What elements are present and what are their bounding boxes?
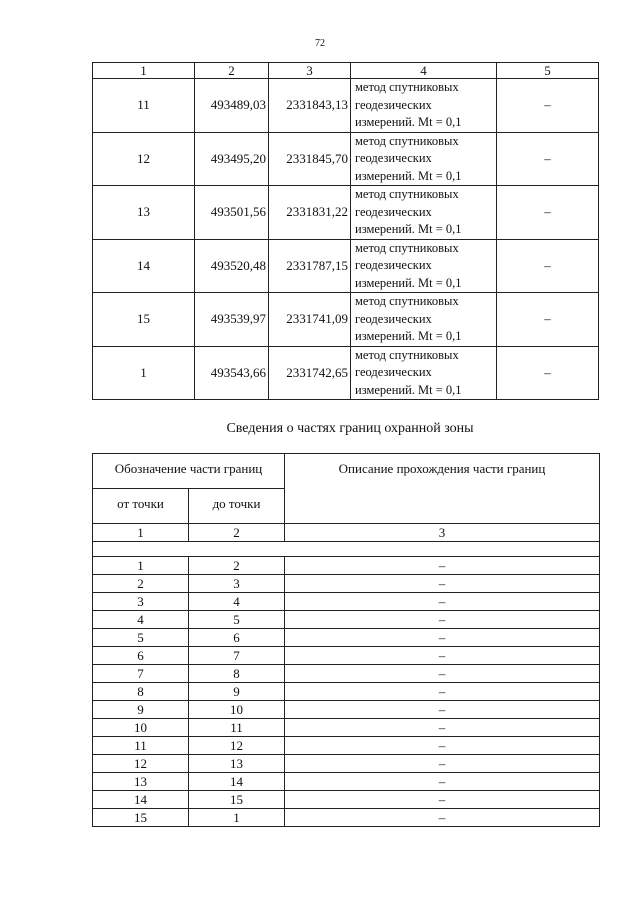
to-point: 5 — [189, 611, 285, 629]
boundary-part-designation-header: Обозначение части границ — [93, 454, 285, 489]
boundary-part-row — [93, 809, 600, 827]
from-point: 1 — [93, 557, 189, 575]
column-number-2: 2 — [195, 63, 269, 79]
boundary-part-row — [93, 773, 600, 791]
coordinate-row — [93, 132, 599, 186]
measurement-method-line: геодезических — [355, 97, 432, 112]
part-description: – — [285, 755, 600, 773]
to-point: 3 — [189, 575, 285, 593]
column-number-2: 2 — [189, 524, 285, 542]
boundary-parts-table — [92, 453, 600, 827]
boundary-part-row — [93, 719, 600, 737]
measurement-method — [351, 79, 497, 133]
measurement-method-line: метод спутниковых — [355, 347, 459, 362]
to-point: 1 — [189, 809, 285, 827]
measurement-method-line: геодезических — [355, 365, 432, 379]
boundary-part-row — [93, 611, 600, 629]
from-point: 11 — [93, 737, 189, 755]
from-point: 15 — [93, 809, 189, 827]
part-description: – — [285, 809, 600, 827]
coordinate-row — [93, 346, 599, 400]
y-coordinate: 2331831,22 — [269, 186, 351, 240]
y-coordinate: 2331843,13 — [269, 79, 351, 133]
coordinate-row — [93, 79, 599, 133]
point-number: 12 — [93, 132, 195, 186]
from-point-header: от точки — [93, 489, 189, 524]
measurement-method-line: измерений. Mt = 0,1 — [355, 382, 462, 397]
part-description: – — [285, 701, 600, 719]
y-coordinate: 2331845,70 — [269, 132, 351, 186]
x-coordinate: 493495,20 — [195, 132, 269, 186]
to-point: 6 — [189, 629, 285, 647]
to-point: 14 — [189, 773, 285, 791]
x-coordinate: 493543,66 — [195, 346, 269, 400]
part-description: – — [285, 575, 600, 593]
from-point: 6 — [93, 647, 189, 665]
from-point: 10 — [93, 719, 189, 737]
coordinates-table — [92, 62, 599, 400]
parts-header-row-1 — [93, 454, 600, 489]
boundary-part-row — [93, 575, 600, 593]
measurement-method-line: геодезических — [355, 311, 432, 326]
section-title: Сведения о частях границ охранной зоны — [226, 421, 474, 436]
column-number-5: 5 — [497, 63, 599, 79]
column-number-3: 3 — [269, 63, 351, 79]
point-number: 1 — [93, 346, 195, 400]
coordinates-header-row — [93, 63, 599, 79]
measurement-method-line: метод спутниковых — [355, 240, 459, 255]
boundary-part-row — [93, 737, 600, 755]
boundary-part-row — [93, 647, 600, 665]
measurement-method-line: измерений. Mt = 0,1 — [355, 275, 462, 290]
part-description: – — [285, 791, 600, 809]
to-point: 9 — [189, 683, 285, 701]
x-coordinate: 493501,56 — [195, 186, 269, 240]
measurement-method-line: метод спутниковых — [355, 187, 459, 201]
from-point: 2 — [93, 575, 189, 593]
x-coordinate: 493489,03 — [195, 79, 269, 133]
column-number-4: 4 — [351, 63, 497, 79]
to-point: 2 — [189, 557, 285, 575]
y-coordinate: 2331742,65 — [269, 346, 351, 400]
page-number: 72 — [315, 38, 325, 49]
point-number: 14 — [93, 239, 195, 293]
boundary-part-description-header: Описание прохождения части границ — [285, 454, 600, 524]
x-coordinate: 493539,97 — [195, 293, 269, 347]
boundary-part-row — [93, 557, 600, 575]
measurement-method-line: измерений. Mt = 0,1 — [355, 222, 462, 236]
measurement-method-line: метод спутниковых — [355, 80, 459, 94]
note: – — [497, 186, 599, 240]
from-point: 9 — [93, 701, 189, 719]
measurement-method-line: геодезических — [355, 258, 432, 272]
boundary-part-row — [93, 755, 600, 773]
to-point: 7 — [189, 647, 285, 665]
note: – — [497, 132, 599, 186]
boundary-part-row — [93, 629, 600, 647]
note: – — [497, 293, 599, 347]
part-description: – — [285, 719, 600, 737]
from-point: 14 — [93, 791, 189, 809]
measurement-method — [351, 293, 497, 347]
part-description: – — [285, 647, 600, 665]
to-point: 4 — [189, 593, 285, 611]
point-number: 11 — [93, 79, 195, 133]
coordinate-row — [93, 186, 599, 240]
from-point: 5 — [93, 629, 189, 647]
to-point: 8 — [189, 665, 285, 683]
measurement-method-line: геодезических — [355, 151, 432, 165]
from-point: 4 — [93, 611, 189, 629]
point-number: 13 — [93, 186, 195, 240]
boundary-part-row — [93, 593, 600, 611]
part-description: – — [285, 665, 600, 683]
column-number-3: 3 — [285, 524, 600, 542]
coordinate-row — [93, 293, 599, 347]
column-number-1: 1 — [93, 63, 195, 79]
boundary-part-row — [93, 683, 600, 701]
measurement-method — [351, 186, 497, 240]
blank-separator-cell — [93, 542, 600, 557]
note: – — [497, 79, 599, 133]
part-description: – — [285, 611, 600, 629]
y-coordinate: 2331787,15 — [269, 239, 351, 293]
from-point: 8 — [93, 683, 189, 701]
measurement-method-line: измерений. Mt = 0,1 — [355, 329, 462, 343]
part-description: – — [285, 557, 600, 575]
measurement-method — [351, 132, 497, 186]
measurement-method-line: метод спутниковых — [355, 294, 459, 308]
point-number: 15 — [93, 293, 195, 347]
to-point: 10 — [189, 701, 285, 719]
boundary-part-row — [93, 791, 600, 809]
measurement-method — [351, 239, 497, 293]
from-point: 7 — [93, 665, 189, 683]
part-description: – — [285, 773, 600, 791]
from-point: 3 — [93, 593, 189, 611]
to-point-header: до точки — [189, 489, 285, 524]
note: – — [497, 346, 599, 400]
coordinate-row — [93, 239, 599, 293]
x-coordinate: 493520,48 — [195, 239, 269, 293]
measurement-method-line: метод спутниковых — [355, 133, 459, 148]
note: – — [497, 239, 599, 293]
to-point: 15 — [189, 791, 285, 809]
to-point: 13 — [189, 755, 285, 773]
boundary-part-row — [93, 665, 600, 683]
measurement-method-line: геодезических — [355, 204, 432, 219]
to-point: 11 — [189, 719, 285, 737]
from-point: 13 — [93, 773, 189, 791]
y-coordinate: 2331741,09 — [269, 293, 351, 347]
part-description: – — [285, 737, 600, 755]
boundary-part-row — [93, 701, 600, 719]
from-point: 12 — [93, 755, 189, 773]
blank-separator-row — [93, 542, 600, 557]
part-description: – — [285, 593, 600, 611]
part-description: – — [285, 683, 600, 701]
measurement-method-line: измерений. Mt = 0,1 — [355, 168, 462, 183]
column-number-1: 1 — [93, 524, 189, 542]
measurement-method-line: измерений. Mt = 0,1 — [355, 115, 462, 129]
to-point: 12 — [189, 737, 285, 755]
part-description: – — [285, 629, 600, 647]
measurement-method — [351, 346, 497, 400]
parts-column-numbers-row — [93, 524, 600, 542]
